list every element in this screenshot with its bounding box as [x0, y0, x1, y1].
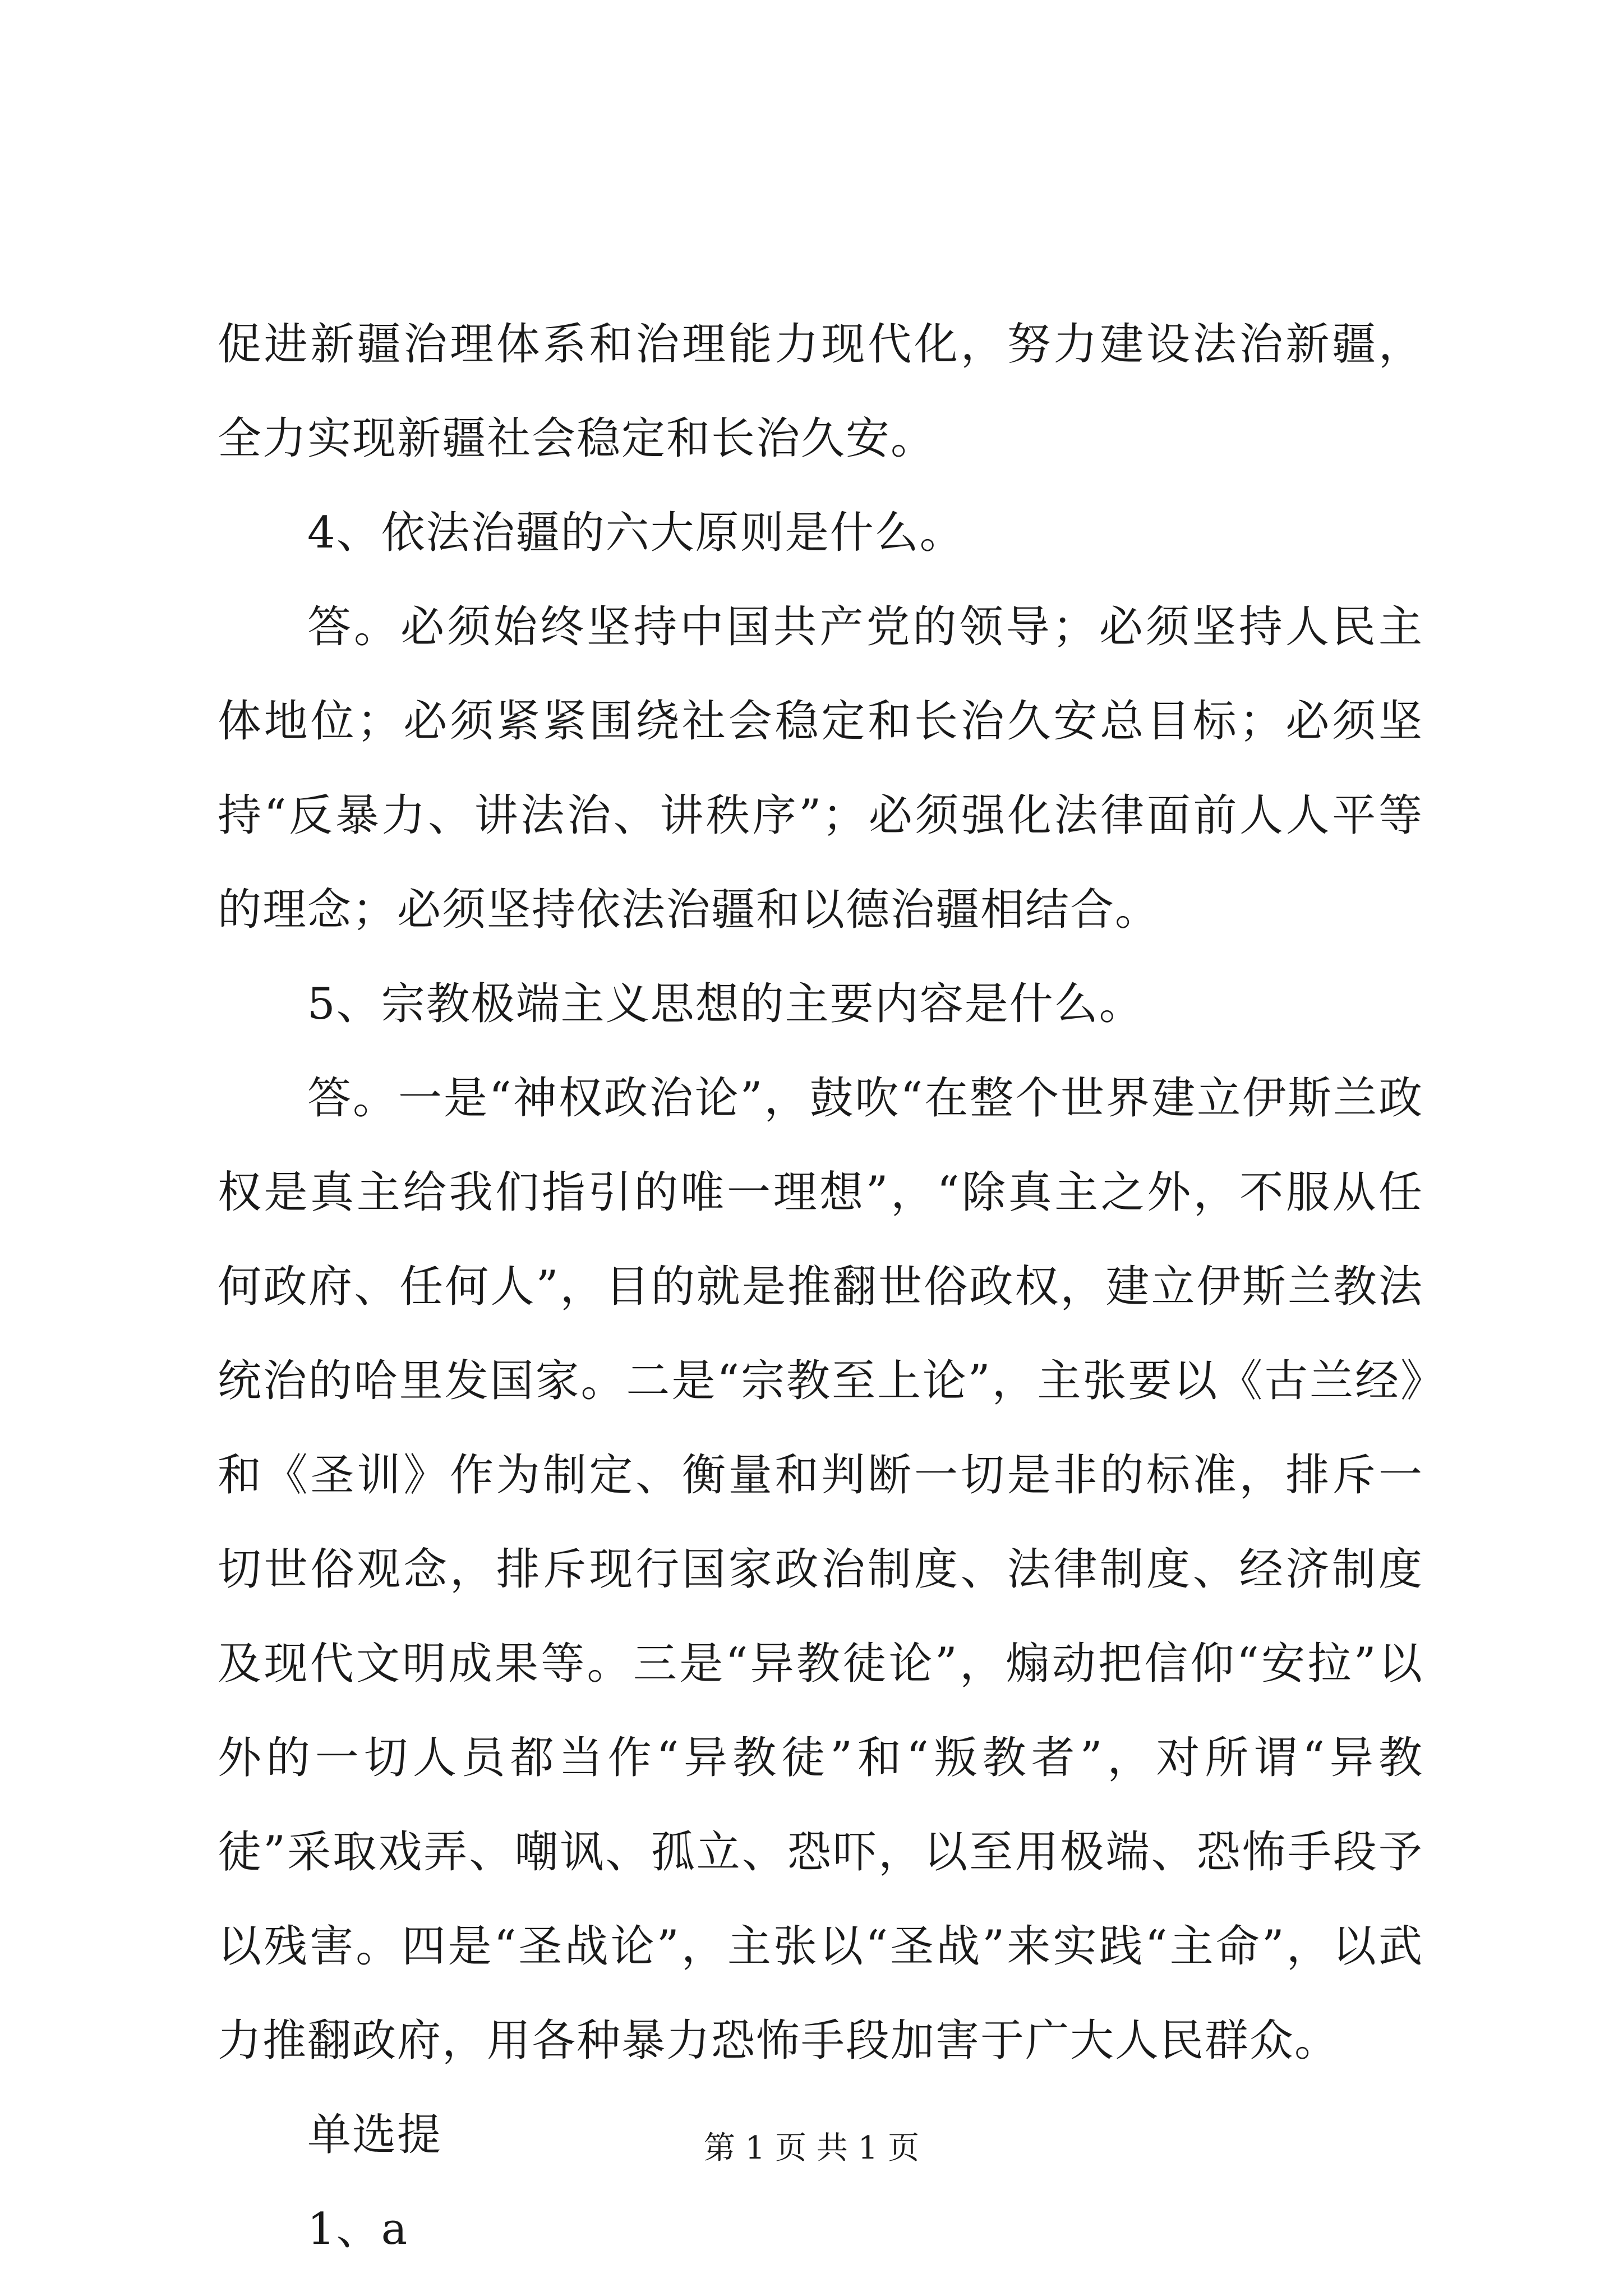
- question-5: 5、宗教极端主义思想的主要内容是什么。: [307, 979, 1144, 1029]
- page-footer: 第 1 页 共 1 页: [703, 2130, 920, 2166]
- answer-4: 答。必须始终坚持中国共产党的领导；必须坚持人民主体地位；必须紧紧围绕社会稳定和长治久安总目标；必须坚持“反暴力、讲法治、讲秩序”；必须强化法律面前人人平等的理念；必须坚持依法治疆和以德治疆相结合。: [218, 602, 1423, 935]
- document-body: [218, 297, 1423, 2276]
- section-heading-single-choice: 单选提: [307, 2110, 442, 2160]
- choice-item-1: 1、a: [307, 2204, 409, 2254]
- question-4: 4、依法治疆的六大原则是什么。: [307, 508, 965, 558]
- answer-5: 答。一是“神权政治论”，鼓吹“在整个世界建立伊斯兰政权是真主给我们指引的唯一理想”，“除真主之外，不服从任何政府、任何人”，目的就是推翻世俗政权，建立伊斯兰教法统治的哈里发国家。二是“宗教至上论”，主张要以《古兰经》和《圣训》作为制定、衡量和判断一切是非的标准，排斥一切世俗观念，排斥现行国家政治制度、法律制度、经济制度及现代文明成果等。三是“异教徒论”，煽动把信仰“安拉”以外的一切人员都当作“异教徒”和“叛教者”，对所谓“异教徒”采取戏弄、嘲讽、孤立、恐吓，以至用极端、恐怖手段予以残害。四是“圣战论”，主张以“圣战”来实践“主命”，以武力推翻政府，用各种暴力恐怖手段加害于广大人民群众。: [218, 1073, 1423, 2066]
- paragraph-continuation: 促进新疆治理体系和治理能力现代化，努力建设法治新疆，全力实现新疆社会稳定和长治久安。: [218, 319, 1423, 464]
